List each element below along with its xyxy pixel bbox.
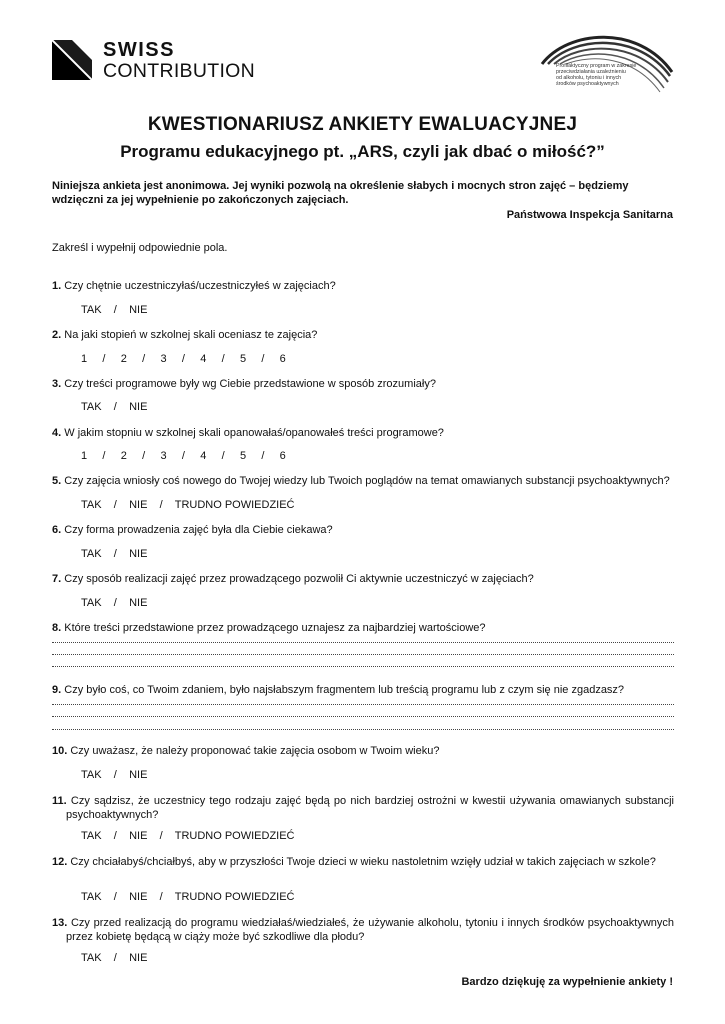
question-12: 12. Czy chciałabyś/chciałbyś, aby w przyszłości Twoje dzieci w wieku nastoletnim wzięły udział w takich zajęciach w szkole? bbox=[52, 856, 656, 868]
answer-options-10[interactable]: TAK / NIE bbox=[81, 769, 148, 781]
question-11: 11. Czy sądzisz, że uczestnicy tego rodzaju zajęć będą po nich bardziej ostrożni w kwestii używania omawianych substancji psychoaktywnych? bbox=[52, 795, 674, 821]
program-logo-caption: Profilaktyczny program w zakresie przeciwdziałania uzależnieniu od alkoholu, tytoniu i innych środków psychoaktywnych bbox=[556, 63, 637, 87]
question-4: 4. W jakim stopniu w szkolnej skali opanowałaś/opanowałeś treści programowe? bbox=[52, 427, 444, 439]
question-7: 7. Czy sposób realizacji zajęć przez prowadzącego pozwolił Ci aktywnie uczestniczyć w zajęciach? bbox=[52, 573, 534, 585]
question-6: 6. Czy forma prowadzenia zajęć była dla Ciebie ciekawa? bbox=[52, 524, 333, 536]
question-1: 1. Czy chętnie uczestniczyłaś/uczestniczyłeś w zajęciach? bbox=[52, 280, 336, 292]
logo-line-contribution: CONTRIBUTION bbox=[103, 60, 256, 82]
answer-line-8a[interactable] bbox=[52, 642, 674, 643]
answer-options-11[interactable]: TAK / NIE / TRUDNO POWIEDZIEĆ bbox=[81, 830, 295, 842]
swiss-contribution-logo bbox=[52, 40, 255, 82]
intro-paragraph: Niniejsza ankieta jest anonimowa. Jej wyniki pozwolą na określenie słabych i mocnych stron zajęć – będziemy wdzięczni za jej wypełnienie po zakończonych zajęciach. bbox=[52, 180, 629, 206]
answer-options-5[interactable]: TAK / NIE / TRUDNO POWIEDZIEĆ bbox=[81, 499, 295, 511]
swiss-logo-mark bbox=[52, 40, 92, 80]
organization-name: Państwowa Inspekcja Sanitarna bbox=[506, 209, 673, 221]
logo-line-swiss: SWISS bbox=[103, 39, 175, 61]
document-title: KWESTIONARIUSZ ANKIETY EWALUACYJNEJ bbox=[147, 114, 578, 135]
document-subtitle: Programu edukacyjnego pt. „ARS, czyli jak dbać o miłość?” bbox=[120, 142, 605, 161]
question-10: 10. Czy uważasz, że należy proponować takie zajęcia osobom w Twoim wieku? bbox=[52, 745, 440, 757]
answer-options-4[interactable]: 1 / 2 / 3 / 4 / 5 / 6 bbox=[81, 450, 286, 462]
question-9: 9. Czy było coś, co Twoim zdaniem, było najsłabszym fragmentem lub treścią programu lub z czym się nie zgadzasz? bbox=[52, 684, 625, 696]
question-3: 3. Czy treści programowe były wg Ciebie przedstawione w sposób zrozumiały? bbox=[52, 378, 436, 390]
instruction-text: Zakreśl i wypełnij odpowiednie pola. bbox=[52, 242, 228, 254]
thank-you-note: Bardzo dziękuję za wypełnienie ankiety ! bbox=[461, 976, 673, 988]
answer-line-8c[interactable] bbox=[52, 666, 674, 667]
question-13: 13. Czy przed realizacją do programu wiedziałaś/wiedziałeś, że używanie alkoholu, tytoniu i innych środków psychoaktywnych przez kobietę będącą w ciąży może być szkodliwe dla płodu? bbox=[52, 917, 674, 943]
answer-options-2[interactable]: 1 / 2 / 3 / 4 / 5 / 6 bbox=[81, 353, 286, 365]
question-8: 8. Które treści przedstawione przez prowadzącego uznajesz za najbardziej wartościowe? bbox=[52, 622, 486, 634]
answer-options-1[interactable]: TAK / NIE bbox=[81, 304, 148, 316]
answer-line-9c[interactable] bbox=[52, 729, 674, 730]
question-2: 2. Na jaki stopień w szkolnej skali oceniasz te zajęcia? bbox=[52, 329, 318, 341]
answer-options-3[interactable]: TAK / NIE bbox=[81, 401, 148, 413]
answer-line-9b[interactable] bbox=[52, 716, 674, 717]
question-5: 5. Czy zajęcia wniosły coś nowego do Twojej wiedzy lub Twoich poglądów na temat omawianych substancji psychoaktywnych? bbox=[52, 475, 670, 487]
answer-options-7[interactable]: TAK / NIE bbox=[81, 597, 148, 609]
answer-options-13[interactable]: TAK / NIE bbox=[81, 952, 148, 964]
answer-line-9a[interactable] bbox=[52, 704, 674, 705]
answer-options-12[interactable]: TAK / NIE / TRUDNO POWIEDZIEĆ bbox=[81, 891, 295, 903]
answer-options-6[interactable]: TAK / NIE bbox=[81, 548, 148, 560]
answer-line-8b[interactable] bbox=[52, 654, 674, 655]
